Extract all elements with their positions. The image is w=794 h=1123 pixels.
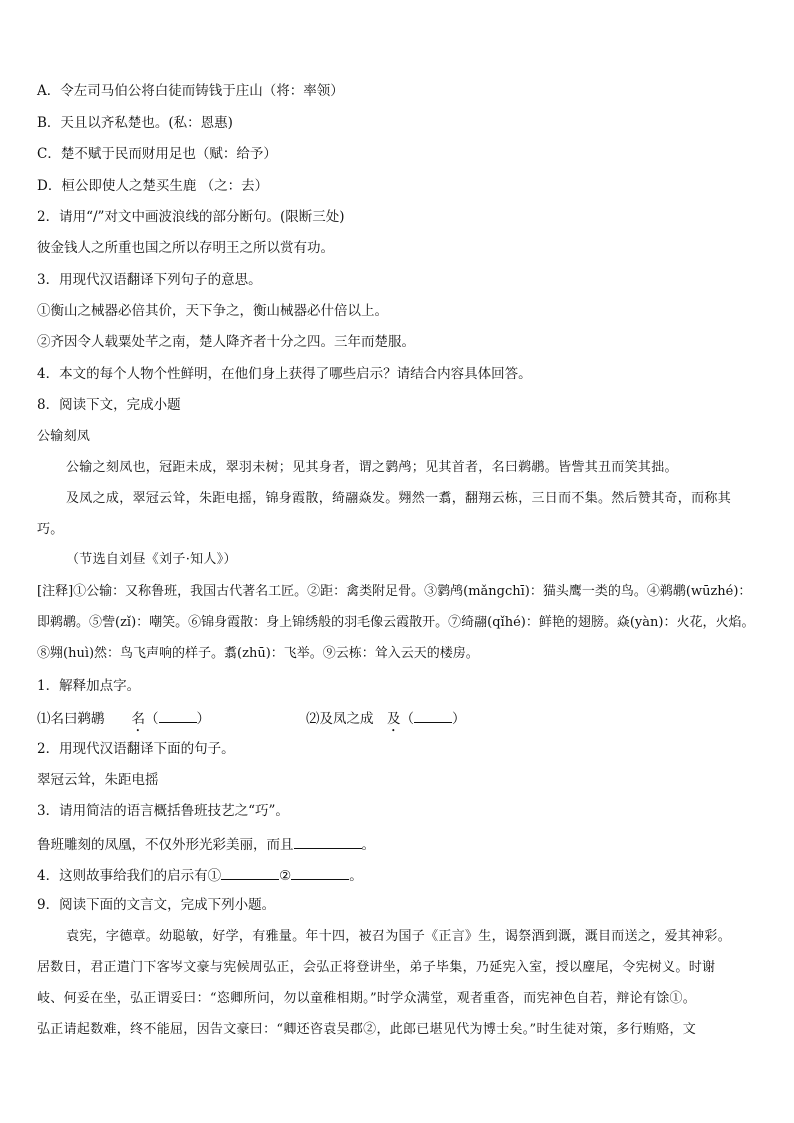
answer-suffix: 。 [361,837,375,853]
annotation-line-2: 即鹈鹕。⑤訾(zǐ)：嘲笑。⑥锦身霞散：身上锦绣般的羽毛像云霞散开。⑦绮翮(qǐhé)：鲜艳的翅膀。焱(yàn)：火花，火焰。 [37,615,755,630]
sentence-to-punctuate: 彼金钱人之所重也国之所以存明王之所以赏有功。 [37,240,334,256]
subquestion-1-item-2 [306,708,466,735]
item-1-word: ⑴名曰鹈鹕 [37,711,132,727]
item-2-dotted-char: 及 [387,711,401,727]
option-a: A．令左司马伯公将白徒而铸钱于庄山（将：率领） [37,83,344,99]
passage-title: 公输刻凤 [37,429,91,444]
passage-9-line-4: 弘正请起数难，终不能屈，因告文豪曰：“卿还咨袁吴郡②，此郎已堪见代为博士矣。”时生徒对策，多行贿赂，文 [37,1022,697,1037]
option-c: C．楚不赋于民而财用足也（赋：给予） [37,146,277,162]
passage-paragraph-2-cont: 巧。 [37,522,64,537]
annotation-line-3: ⑧翙(huì)然：鸟飞声响的样子。翥(zhū)：飞举。⑨云栋：耸入云天的楼房。 [37,646,479,661]
question-4: 4．本文的每个人物个性鲜明，在他们身上获得了哪些启示？请结合内容具体回答。 [37,366,532,382]
item-2-answer-blank[interactable] [414,708,452,723]
option-b: B．天且以齐私楚也。(私：恩惠) [37,115,233,131]
passage-9-line-2: 居数日，君正遣门下客岑文豪与宪候周弘正，会弘正将登讲坐，弟子毕集，乃延宪入室，授以麈尾，令宪树义。时谢 [37,960,716,975]
item-1-paren-open: （ [145,711,159,727]
item-2-word: ⑵及凤之成 [306,711,387,727]
sentence-to-translate: 翠冠云耸，朱距电摇 [37,772,159,788]
item-1-paren-close: ） [196,711,210,727]
section-8-heading: 8．阅读下文，完成小题 [37,397,181,413]
item-2-paren-close: ） [452,711,466,727]
answer-blank-qiao[interactable] [294,834,362,849]
question-3: 3．用现代汉语翻译下列句子的意思。 [37,272,262,288]
subquestion-4-marker-2: ② [279,868,292,884]
annotation-line-1: [注释]①公输：又称鲁班，我国古代著名工匠。②距：禽类附足骨。③鹲鸬(mǎngchī)：猫头鹰一类的鸟。④鹈鹕(wūzhé)： [37,584,752,599]
section-9-heading: 9．阅读下面的文言文，完成下列小题。 [37,897,276,913]
item-2-paren-open: （ [400,711,414,727]
subquestion-2: 2．用现代汉语翻译下面的句子。 [37,741,235,757]
subquestion-1: 1．解释加点字。 [37,678,141,694]
passage-9-line-3: 岐、何妥在坐，弘正谓妥曰：“恣卿所问，勿以童稚相期。”时学众满堂，观者重沓，而宪神色自若，辩论有馀①。 [37,991,697,1006]
subquestion-4-text: 4．这则故事给我们的启示有① [37,868,222,884]
translate-sentence-1: ①衡山之械器必倍其价，天下争之，衡山械器必什倍以上。 [37,303,388,319]
lesson-blank-2[interactable] [291,865,349,880]
passage-paragraph-2: 及凤之成，翠冠云耸，朱距电摇，锦身霞散，绮翮焱发。翙然一翥，翻翔云栋，三日而不集。然后赞其奇，而称其 [66,491,732,506]
subquestion-4 [37,865,363,885]
item-1-dotted-char: 名 [131,711,145,727]
question-2: 2．请用“/”对文中画波浪线的部分断句。(限断三处) [37,209,345,225]
passage-9-line-1: 袁宪，字德章。幼聪敏，好学，有雅量。年十四，被召为国子《正言》生，谒祭酒到溉，溉目而送之，爱其神彩。 [66,929,732,944]
translate-sentence-2: ②齐因令人载粟处芊之南，楚人降齐者十分之四。三年而楚服。 [37,334,415,350]
passage-paragraph-1: 公输之刻凤也，冠距未成，翠羽未树；见其身者，谓之鹲鸬；见其首者，名曰鹈鹕。皆訾其丑而笑其拙。 [66,460,678,475]
passage-source: （节选自刘昼《刘子·知人》） [66,552,237,567]
option-d: D．桓公即使人之楚买生鹿 （之：去） [37,178,269,194]
subquestion-3: 3．请用简洁的语言概括鲁班技艺之“巧”。 [37,803,289,819]
subquestion-4-end: 。 [349,868,363,884]
item-1-answer-blank[interactable] [159,708,197,723]
answer-prefix: 鲁班雕刻的凤凰，不仅外形光彩美丽，而且 [37,837,294,853]
subquestion-1-item-1 [37,708,210,735]
subquestion-3-answer [37,834,375,854]
lesson-blank-1[interactable] [221,865,279,880]
